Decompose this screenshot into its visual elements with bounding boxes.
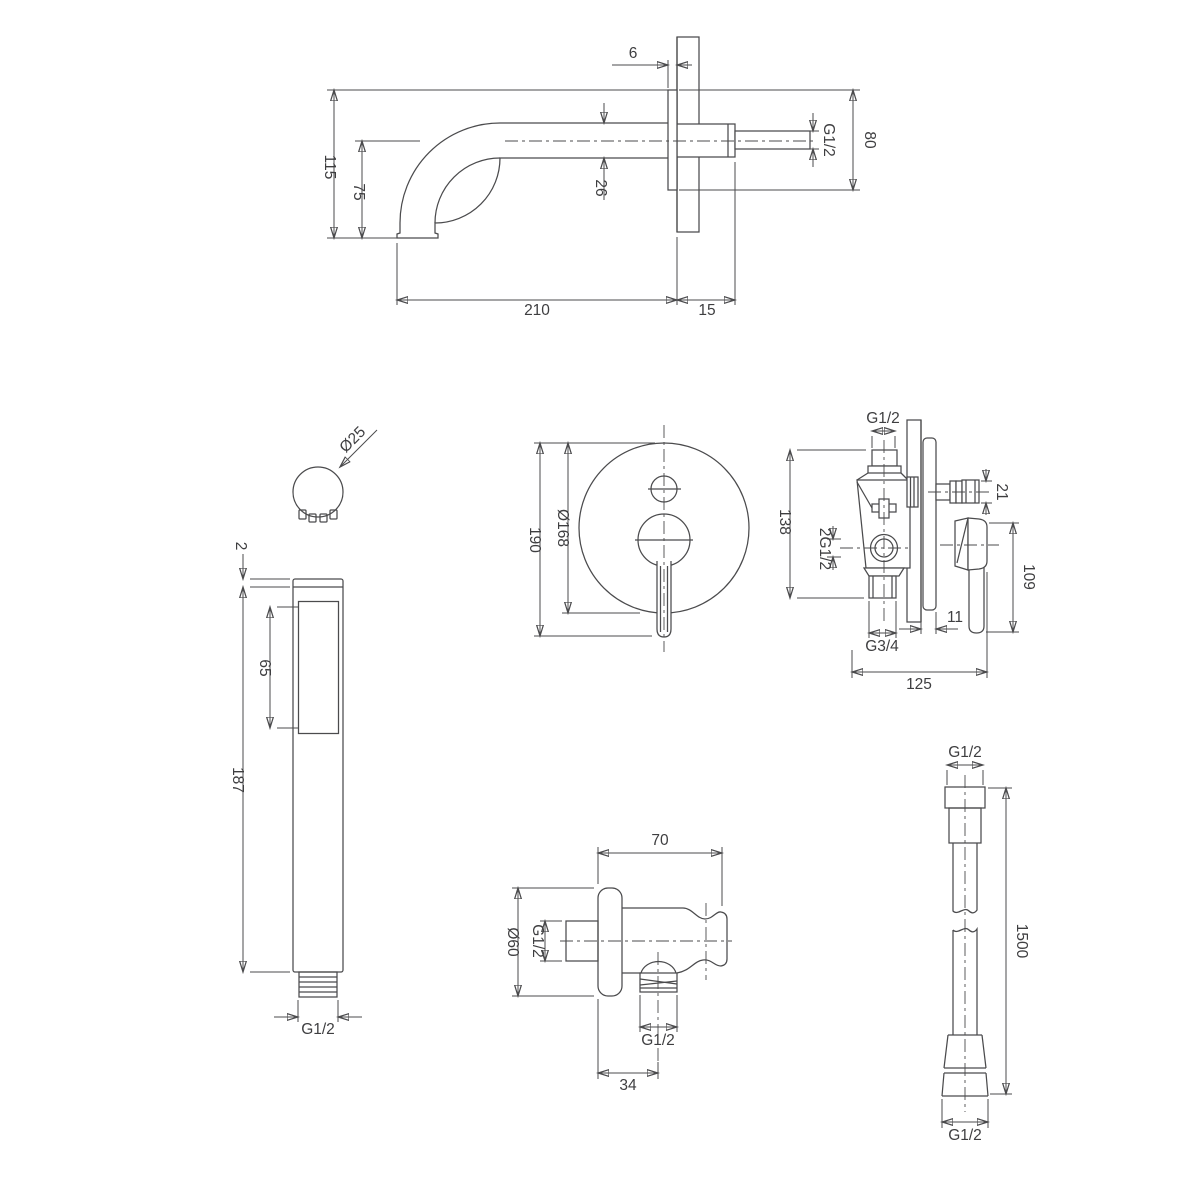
dim-label-overall-height: 115 xyxy=(321,154,338,180)
dim-label-elbow-inlet-thread: G1/2 xyxy=(529,924,546,958)
dim-label-handshower-thread: G1/2 xyxy=(301,1021,335,1038)
dim-label-elbow-outlet-offset: 34 xyxy=(619,1077,637,1094)
dim-spout-thread xyxy=(810,113,837,167)
dim-spray-face xyxy=(256,607,298,728)
handshower-body xyxy=(293,579,343,997)
spout-outline xyxy=(397,123,668,238)
dim-valve-outlet-threads xyxy=(816,526,841,570)
dim-label-valve-total-depth: 125 xyxy=(906,676,932,693)
hose-body xyxy=(942,775,988,1112)
dim-valve-inlet-thread xyxy=(866,410,900,448)
dim-label-valve-bottom-thread: G3/4 xyxy=(865,638,899,655)
dim-label-head-diameter: Ø25 xyxy=(336,423,370,457)
drawing-wall-spout xyxy=(321,37,878,319)
dim-spout-drop xyxy=(350,141,420,238)
dim-handshower-thread xyxy=(274,1000,362,1038)
wall-union xyxy=(677,124,735,157)
dim-label-reach: 210 xyxy=(524,302,550,319)
wall-plate xyxy=(668,90,677,190)
outlet-dome xyxy=(641,962,676,973)
dim-label-hose-bottom-thread: G1/2 xyxy=(948,1127,982,1144)
dim-label-valve-plate-offset: 11 xyxy=(946,609,964,626)
inlet-flange xyxy=(868,466,901,473)
dim-label-valve-inlet-thread: G1/2 xyxy=(866,410,900,427)
dim-label-plate-overall-height: 190 xyxy=(526,527,543,553)
dim-head-diameter xyxy=(336,423,377,467)
dim-label-cap-thickness: 2 xyxy=(232,541,249,551)
dim-label-plate-height: 80 xyxy=(861,131,878,149)
dim-label-hose-length: 1500 xyxy=(1013,923,1030,959)
spout-body xyxy=(397,90,814,238)
valve-trim xyxy=(923,438,987,633)
dim-spout-overall-height xyxy=(321,90,668,238)
dim-hose-length xyxy=(988,788,1030,1094)
dim-plate-diameter xyxy=(554,443,640,613)
drawing-handshower xyxy=(229,542,362,1038)
holder-arm-outline xyxy=(622,908,727,973)
dim-label-valve-body-height: 138 xyxy=(776,509,793,535)
valve-handle-lever xyxy=(969,563,984,633)
valve-plate-side xyxy=(923,438,936,610)
dim-spout-plate-offset xyxy=(612,45,692,88)
dim-label-valve-spindle: 21 xyxy=(993,483,1010,501)
dim-label-holder-depth: 70 xyxy=(651,832,669,849)
dim-label-spout-drop: 75 xyxy=(350,183,367,201)
drawing-hose xyxy=(942,744,1030,1144)
dim-label-plate-offset: 6 xyxy=(628,45,638,62)
drawing-mixer-valve xyxy=(776,410,1037,693)
dim-label-elbow-plate-diameter: Ø60 xyxy=(504,927,521,957)
dim-label-wall-insert: 15 xyxy=(698,302,716,319)
dim-elbow-outlet-thread xyxy=(640,995,677,1049)
spout-inner-bend xyxy=(435,158,500,223)
spindle-cap xyxy=(962,480,979,503)
drawing-handshower-top-view xyxy=(293,423,377,522)
bonnet xyxy=(907,477,918,507)
dim-valve-bottom-thread xyxy=(865,601,899,655)
dim-valve-handle-height xyxy=(986,523,1037,632)
dim-elbow-inlet-thread xyxy=(529,921,562,961)
drawing-outlet-elbow xyxy=(504,832,732,1094)
handle-cap xyxy=(968,518,987,570)
thread-tail-pipe xyxy=(735,131,810,149)
dim-label-plate-diameter: Ø168 xyxy=(554,509,571,547)
dim-label-spray-face: 65 xyxy=(256,659,273,677)
inlet-connector xyxy=(872,450,897,466)
dim-label-valve-handle-height: 109 xyxy=(1020,564,1037,590)
dim-label-hose-top-thread: G1/2 xyxy=(948,744,982,761)
dim-cap-thickness xyxy=(232,542,290,587)
dim-label-spout-thread: G1/2 xyxy=(820,123,837,157)
valve-body xyxy=(857,450,918,598)
drawing-mixer-plate xyxy=(526,425,749,652)
elbow-plate xyxy=(598,888,622,996)
dim-label-valve-outlet-threads: 2G1/2 xyxy=(816,527,833,571)
dim-spout-pipe-diameter xyxy=(592,103,609,200)
thread-end xyxy=(299,972,337,997)
body-outline xyxy=(293,579,343,972)
dim-label-body-length: 187 xyxy=(229,767,246,793)
dim-valve-body-height xyxy=(776,450,866,598)
dim-label-pipe-diameter: 26 xyxy=(592,179,609,197)
dim-elbow-plate-diameter xyxy=(504,888,594,996)
dim-body-length xyxy=(229,587,290,972)
head-nozzle-tabs xyxy=(299,510,337,522)
dim-spout-reach xyxy=(397,162,735,319)
dim-label-elbow-outlet-thread: G1/2 xyxy=(641,1032,675,1049)
